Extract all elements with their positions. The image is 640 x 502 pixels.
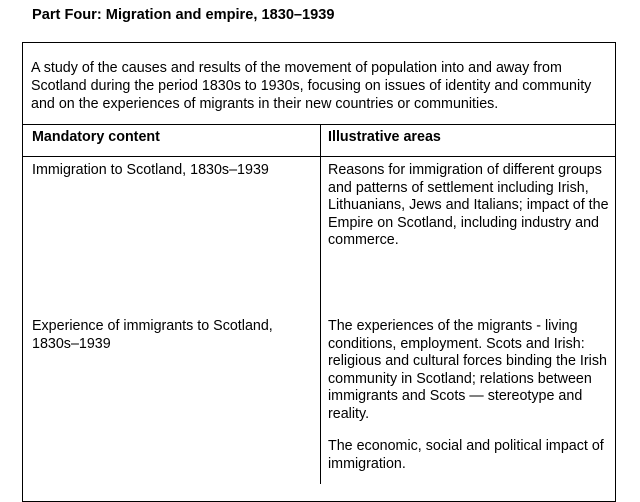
illustrative-area-extra: The economic, social and political impact of immigration.	[328, 438, 604, 472]
column-header-illustrative: Illustrative areas	[328, 129, 441, 145]
table-divider-top	[22, 124, 616, 125]
illustrative-area-cell: Reasons for immigration of different groups and patterns of settlement including Irish, Lithuanians, Jews and Italians; impact of the Empire on Scotland, including industry and commerce.	[328, 162, 609, 249]
section-title: Part Four: Migration and empire, 1830–1939	[32, 7, 335, 23]
illustrative-area-cell: The experiences of the migrants - living conditions, employment. Scots and Irish: religious and cultural forces binding the Irish community in Scotland; relations between immigrants and Scots — stereotype and reality.	[328, 318, 607, 422]
table-column-divider	[320, 124, 321, 484]
mandatory-content-cell: Experience of immigrants to Scotland, 1830s–1939	[32, 318, 273, 352]
column-header-mandatory: Mandatory content	[32, 129, 160, 145]
mandatory-content-cell: Immigration to Scotland, 1830s–1939	[32, 162, 269, 178]
intro-text: A study of the causes and results of the movement of population into and away from Scotland during the period 1830s to 1930s, focusing on issues of identity and community and on the experiences of migrants in their new countries or communities.	[31, 60, 592, 112]
table-divider-header	[22, 156, 616, 157]
